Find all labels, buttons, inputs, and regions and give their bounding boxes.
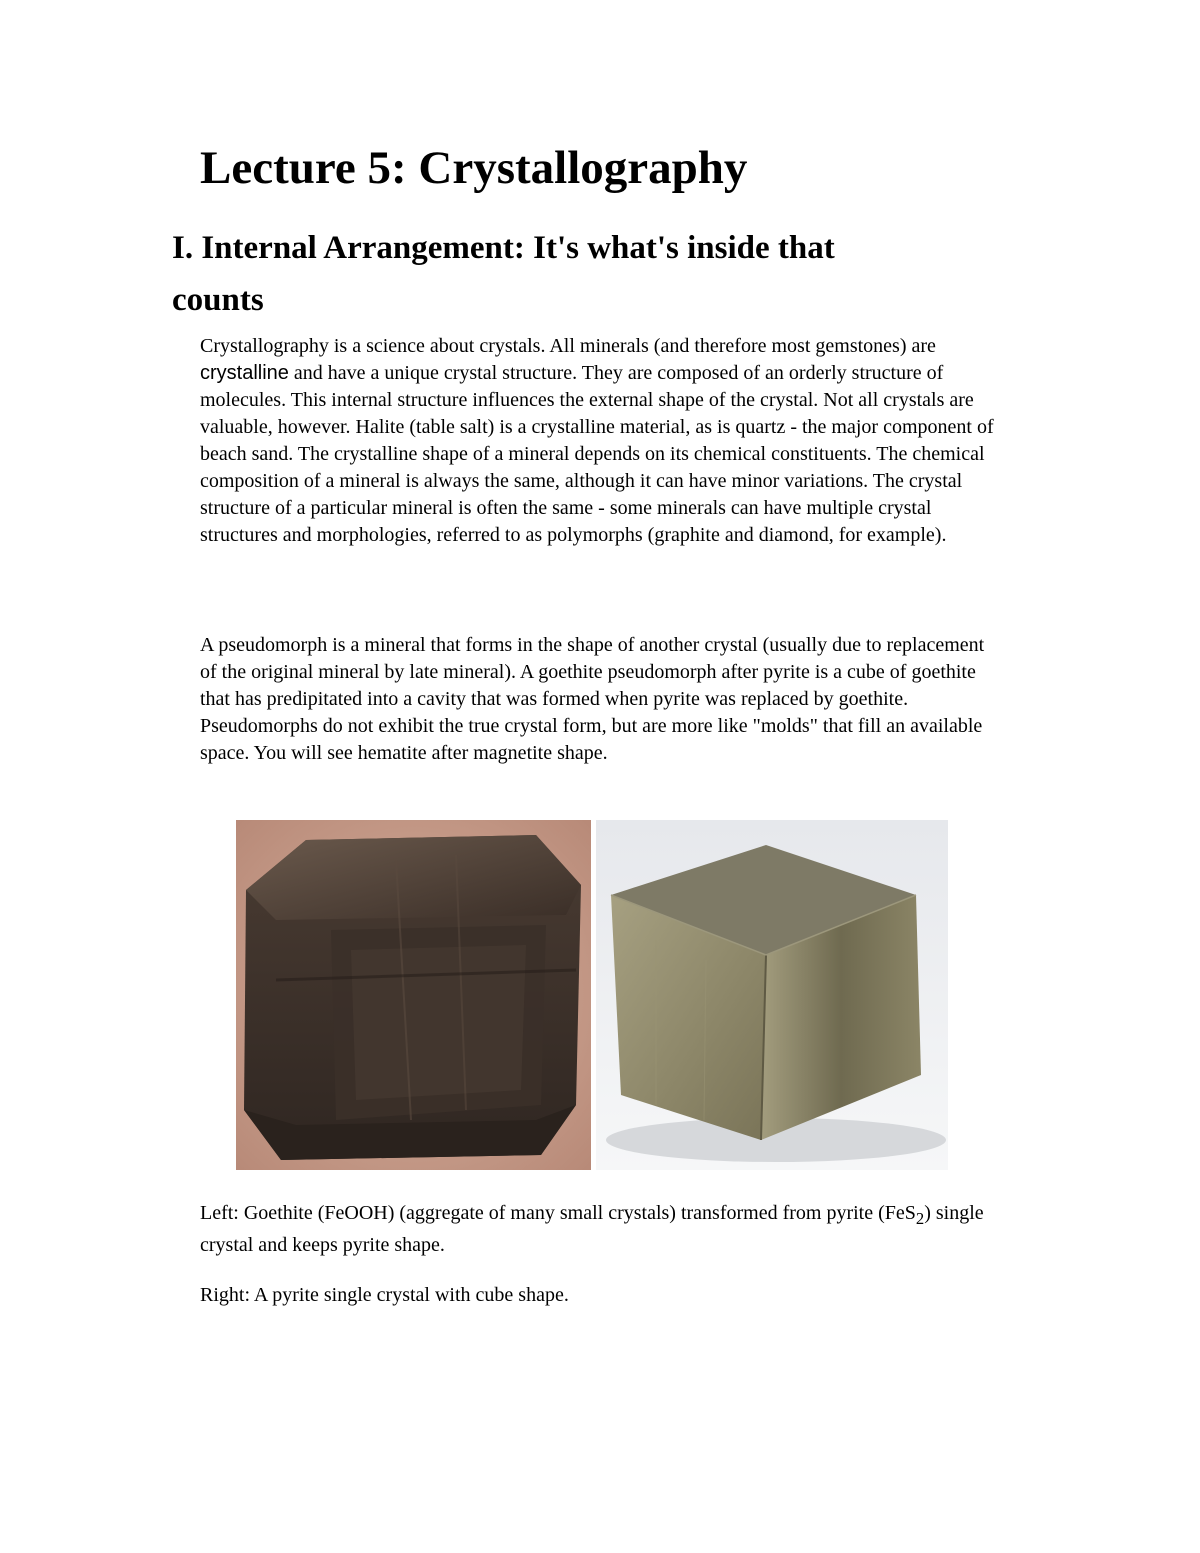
intro-text-start: Crystallography is a science about crystals. All minerals (and therefore most gemstones) are	[200, 335, 936, 357]
pyrite-cube-illustration	[596, 820, 948, 1170]
caption-left-subscript: 2	[915, 1209, 925, 1228]
caption-left-start: Left: Goethite (FeOOH) (aggregate of many small crystals) transformed from pyrite (FeS	[200, 1202, 916, 1224]
caption-right: Right: A pyrite single crystal with cube shape.	[200, 1284, 569, 1306]
page-title: Lecture 5: Crystallography	[200, 142, 748, 194]
pseudomorph-paragraph: A pseudomorph is a mineral that forms in the shape of another crystal (usually due to replacement of the original mineral by late mineral). A goethite pseudomorph after pyrite is a cube of goethite that has predipitated into a cavity that was formed when pyrite was replaced by goethite. Pseudomorphs do not exhibit the true crystal form, but are more like "molds" that fill an available space. You will see hematite after magnetite shape.	[200, 634, 985, 764]
pyrite-photo	[596, 820, 948, 1170]
goethite-illustration	[236, 820, 591, 1170]
intro-text-end: and have a unique crystal structure. They are composed of an orderly structure of molecules. This internal structure influences the external shape of the crystal. Not all crystals are valuable, however. Halite (table salt) is a crystalline material, as is quartz - the major component of beach sand. The crystalline shape of a mineral depends on its chemical constituents. The chemical composition of a mineral is always the same, although it can have minor variations. The crystal structure of a particular mineral is often the same - some minerals can have multiple crystal structures and morphologies, referred to as polymorphs (graphite and diamond, for example).	[200, 362, 994, 546]
caption-left-end: ) single crystal and keeps pyrite shape.	[200, 1202, 984, 1256]
goethite-photo	[236, 820, 591, 1170]
section-heading: I. Internal Arrangement: It's what's inside that counts	[172, 230, 835, 318]
crystalline-emphasis: crystalline	[200, 362, 289, 384]
intro-paragraph	[200, 333, 1000, 549]
caption-left	[200, 1200, 1000, 1259]
